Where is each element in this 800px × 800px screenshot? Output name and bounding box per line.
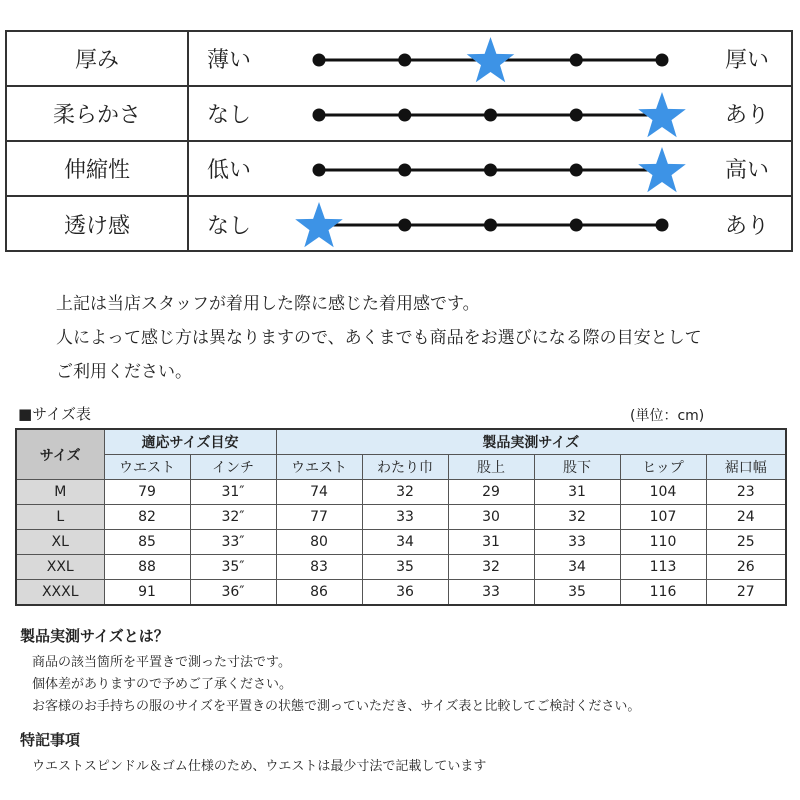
table-cell: 91	[104, 580, 190, 606]
table-cell: 31	[534, 480, 620, 505]
table-cell: 36″	[190, 580, 276, 606]
table-cell: 32″	[190, 505, 276, 530]
note-line: 人によって感じ方は異なりますので、あくまでも商品をお選びになる際の目安として	[56, 328, 702, 348]
scale-dot	[484, 109, 497, 122]
table-cell: 88	[104, 555, 190, 580]
feel-label: 厚み	[7, 32, 189, 85]
feel-scale	[7, 142, 791, 197]
feel-max-label: 高い	[724, 158, 769, 183]
table-cell: 35	[362, 555, 448, 580]
table-cell: 27	[706, 580, 786, 606]
table-cell: 107	[620, 505, 706, 530]
measure-info-line: 個体差がありますので予めご了承ください。	[32, 677, 293, 692]
scale-dot	[570, 164, 583, 177]
size-cell: XXXL	[16, 580, 104, 606]
measured-size-group-header: 製品実測サイズ	[276, 429, 786, 455]
size-cell: XL	[16, 530, 104, 555]
size-table	[15, 428, 787, 606]
feel-row-sheerness	[7, 197, 791, 252]
feel-scale	[7, 32, 791, 87]
table-cell: 33	[448, 580, 534, 606]
wear-feel-note	[56, 287, 776, 389]
table-cell: 35	[534, 580, 620, 606]
scale-dot	[398, 109, 411, 122]
table-cell: 33	[362, 505, 448, 530]
unit-label: (単位：cm)	[630, 408, 705, 424]
table-cell: 82	[104, 505, 190, 530]
table-cell: 34	[534, 555, 620, 580]
table-cell: 25	[706, 530, 786, 555]
fit-size-group-header: 適応サイズ目安	[104, 429, 276, 455]
table-cell: 79	[104, 480, 190, 505]
table-cell: 77	[276, 505, 362, 530]
table-cell: 31″	[190, 480, 276, 505]
table-cell: 29	[448, 480, 534, 505]
scale-dot	[656, 219, 669, 232]
table-cell: 36	[362, 580, 448, 606]
feel-label: 柔らかさ	[7, 87, 189, 140]
feel-row-thickness	[7, 32, 791, 87]
feel-scale	[7, 87, 791, 142]
column-header-inch: インチ	[190, 455, 276, 480]
measure-info-title: 製品実測サイズとは？	[20, 627, 169, 645]
table-cell: 34	[362, 530, 448, 555]
feel-min-label: なし	[207, 103, 252, 128]
table-cell: 104	[620, 480, 706, 505]
scale-dot	[570, 219, 583, 232]
feel-min-label: 薄い	[207, 48, 252, 73]
feel-row-stretch	[7, 142, 791, 197]
scale-dot	[313, 54, 326, 67]
feel-min-label: なし	[207, 214, 252, 239]
feel-max-label: あり	[724, 214, 769, 239]
note-line: ご利用ください。	[56, 362, 192, 382]
measure-info-line: 商品の該当箇所を平置きで測った寸法です。	[32, 655, 291, 670]
feel-min-label: 低い	[207, 158, 252, 183]
rating-star-icon	[467, 37, 515, 82]
feel-max-label: あり	[724, 103, 769, 128]
note-line: 上記は当店スタッフが着用した際に感じた着用感です。	[56, 294, 480, 314]
column-header-thigh: わたり巾	[362, 455, 448, 480]
table-cell: 33″	[190, 530, 276, 555]
table-row	[16, 580, 786, 606]
table-cell: 35″	[190, 555, 276, 580]
size-table-heading: ■サイズ表	[18, 405, 91, 423]
table-cell: 86	[276, 580, 362, 606]
scale-dot	[656, 54, 669, 67]
table-cell: 80	[276, 530, 362, 555]
rating-star-icon	[638, 147, 686, 192]
column-header-hem: 裾口幅	[706, 455, 786, 480]
table-cell: 23	[706, 480, 786, 505]
rating-star-icon	[638, 92, 686, 137]
scale-dot	[313, 109, 326, 122]
table-cell: 85	[104, 530, 190, 555]
size-cell: L	[16, 505, 104, 530]
table-cell: 26	[706, 555, 786, 580]
table-cell: 74	[276, 480, 362, 505]
feel-label: 透け感	[7, 197, 189, 252]
feel-scale	[7, 197, 791, 252]
scale-dot	[484, 219, 497, 232]
table-cell: 32	[448, 555, 534, 580]
table-row	[16, 505, 786, 530]
table-cell: 32	[362, 480, 448, 505]
table-cell: 31	[448, 530, 534, 555]
scale-dot	[313, 164, 326, 177]
size-cell: M	[16, 480, 104, 505]
column-header-rise: 股上	[448, 455, 534, 480]
column-header-waist-fit: ウエスト	[104, 455, 190, 480]
table-cell: 83	[276, 555, 362, 580]
column-header-waist: ウエスト	[276, 455, 362, 480]
table-cell: 32	[534, 505, 620, 530]
feel-row-softness	[7, 87, 791, 142]
table-row	[16, 530, 786, 555]
scale-dot	[570, 109, 583, 122]
table-cell: 24	[706, 505, 786, 530]
scale-dot	[570, 54, 583, 67]
table-row	[16, 480, 786, 505]
measure-info-line: お客様のお手持ちの服のサイズを平置きの状態で測っていただき、サイズ表と比較してご検討ください。	[32, 699, 641, 714]
scale-dot	[398, 54, 411, 67]
table-row	[16, 555, 786, 580]
table-cell: 110	[620, 530, 706, 555]
special-notes-line: ウエストスピンドル＆ゴム仕様のため、ウエストは最少寸法で記載しています	[32, 759, 487, 774]
scale-dot	[398, 164, 411, 177]
scale-dot	[398, 219, 411, 232]
table-cell: 116	[620, 580, 706, 606]
column-header-inseam: 股下	[534, 455, 620, 480]
scale-dot	[484, 164, 497, 177]
special-notes-title: 特記事項	[20, 731, 81, 749]
rating-star-icon	[295, 202, 343, 247]
table-cell: 30	[448, 505, 534, 530]
column-header-hip: ヒップ	[620, 455, 706, 480]
feel-max-label: 厚い	[724, 48, 769, 73]
feel-label: 伸縮性	[7, 142, 189, 195]
table-cell: 33	[534, 530, 620, 555]
size-column-header: サイズ	[16, 429, 104, 480]
size-cell: XXL	[16, 555, 104, 580]
table-cell: 113	[620, 555, 706, 580]
feel-rating-table	[5, 30, 793, 252]
